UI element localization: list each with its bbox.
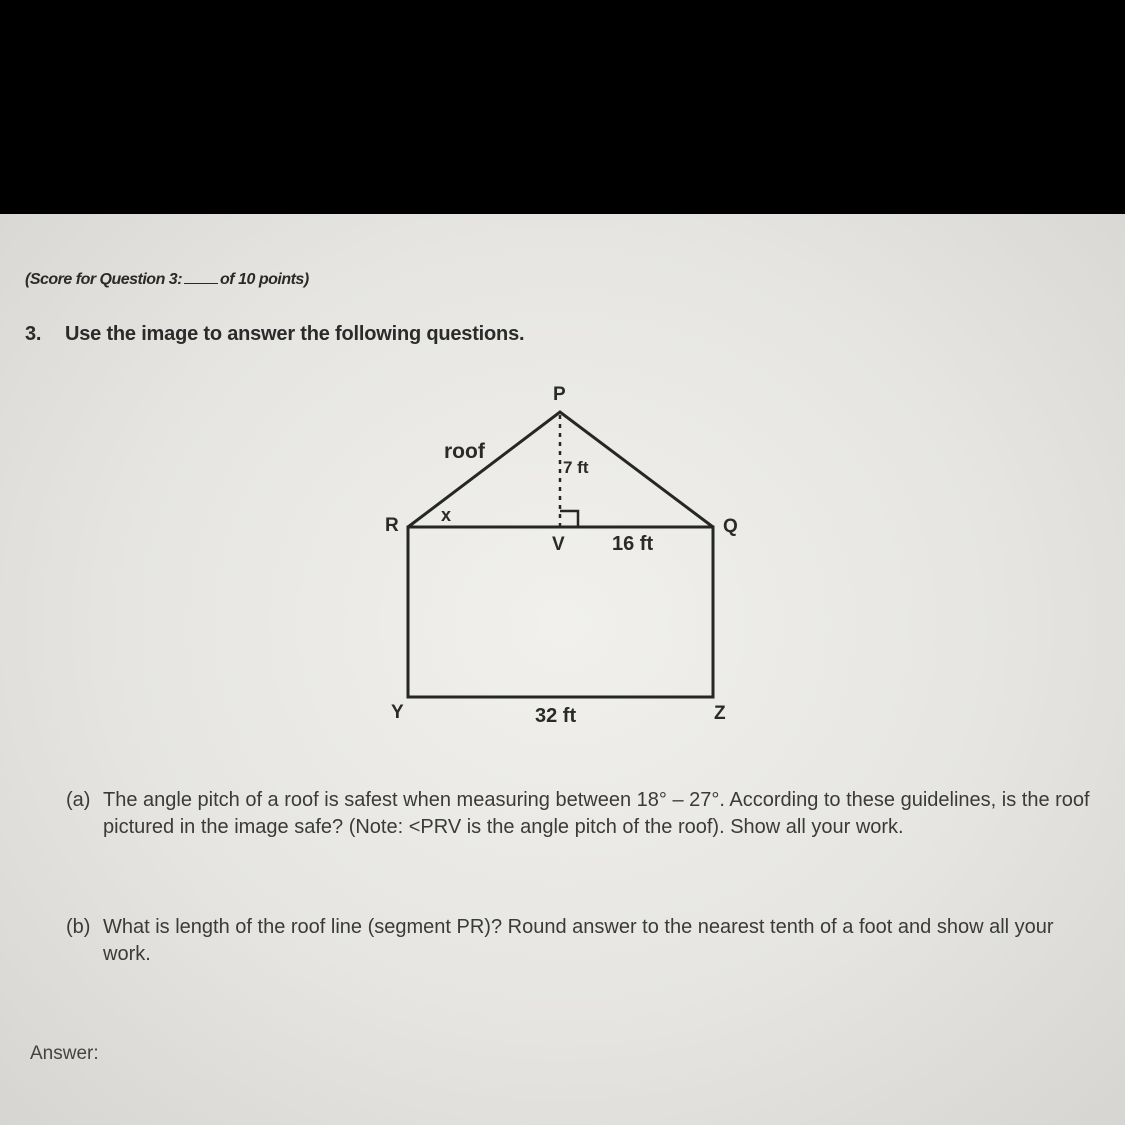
label-R: R <box>385 515 399 536</box>
monitor-bezel <box>0 0 1125 214</box>
label-Q: Q <box>723 516 738 537</box>
question-number: 3. <box>25 323 42 345</box>
part-b <box>66 914 1096 968</box>
part-a <box>66 787 1096 841</box>
label-Z: Z <box>714 703 726 724</box>
score-prefix: (Score for Question 3: <box>25 271 183 288</box>
house-diagram <box>0 214 1125 1125</box>
label-height: 7 ft <box>563 458 589 477</box>
part-b-label: (b) <box>66 916 91 938</box>
label-Y: Y <box>391 702 404 723</box>
worksheet-screen <box>0 214 1125 1125</box>
question-prompt: Use the image to answer the following questions. <box>65 323 525 345</box>
answer-label[interactable]: Answer: <box>30 1043 99 1064</box>
score-suffix: of 10 points) <box>220 271 309 288</box>
label-roof: roof <box>444 440 485 463</box>
part-a-text: The angle pitch of a roof is safest when measuring between 18° – 27°. According to these guidelines, is the roof pictured in the image safe? (Note: <PRV is the angle pitch of the roof). Show all your work. <box>103 789 1090 838</box>
right-angle-marker <box>560 511 578 527</box>
label-half-base: 16 ft <box>612 533 654 555</box>
part-b-text: What is length of the roof line (segment PR)? Round answer to the nearest tenth of a foot and show all your work. <box>103 916 1054 965</box>
part-a-label: (a) <box>66 789 91 811</box>
label-V: V <box>552 534 565 555</box>
label-angle-x: x <box>441 505 452 525</box>
label-base: 32 ft <box>535 705 577 727</box>
label-P: P <box>553 384 566 405</box>
